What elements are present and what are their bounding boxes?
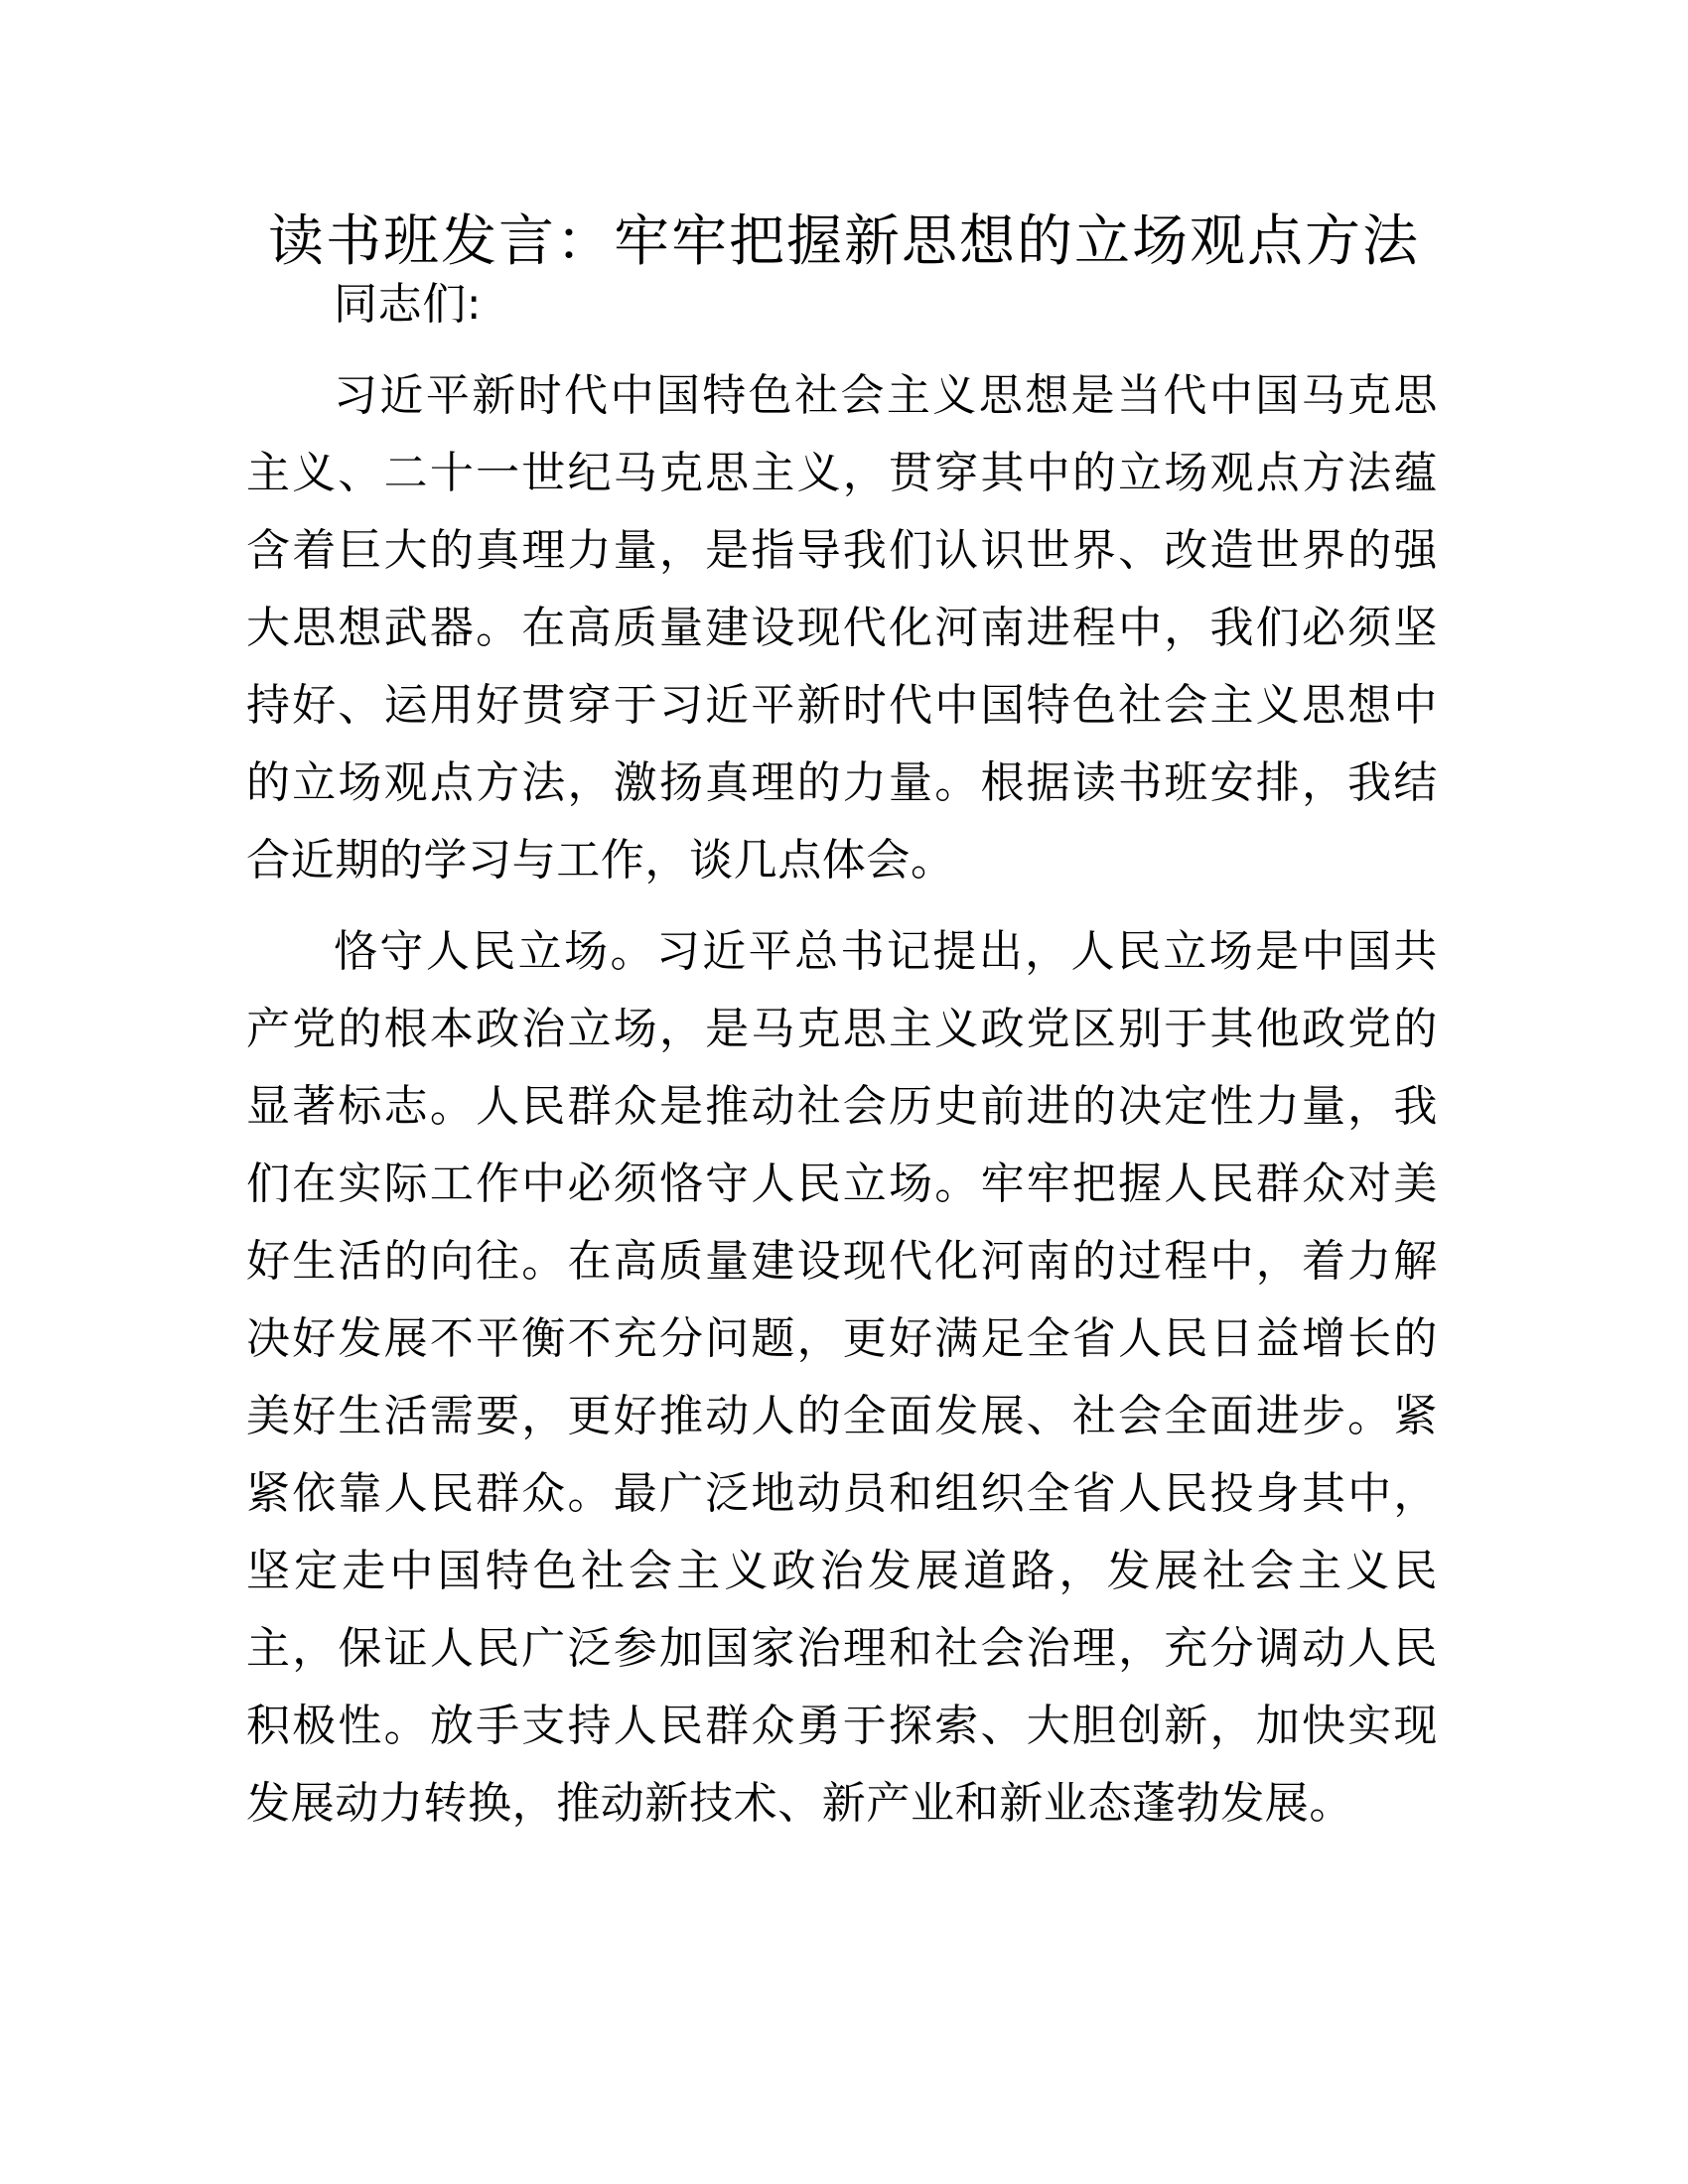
salutation: 同志们: [334,279,483,330]
document-title: 读书班发言：牢牢把握新思想的立场观点方法 [268,209,1420,274]
paragraph-people-stance: 恪守人民立场。习近平总书记提出，人民立场是中国共产党的根本政治立场，是马克思主义政党区别于其他政党的显著标志。人民群众是推动社会历史前进的决定性力量，我们在实际工作中必须恪守人民立场。牢牢把握人民群众对美好生活的向往。在高质量建设现代化河南的过程中，着力解决好发展不平衡不充分问题，更好满足全省人民日益增长的美好生活需要，更好推动人的全面发展、社会全面进步。紧紧依靠人民群众。最广泛地动员和组织全省人民投身其中，坚定走中国特色社会主义政治发展道路，发展社会主义民主，保证人民广泛参加国家治理和社会治理，充分调动人民积极性。放手支持人民群众勇于探索、大胆创新，加快实现发展动力转换，推动新技术、新产业和新业态蓬勃发展。 [246,926,1438,1829]
paragraph-intro: 习近平新时代中国特色社会主义思想是当代中国马克思主义、二十一世纪马克思主义，贯穿其中的立场观点方法蕴含着巨大的真理力量，是指导我们认识世界、改造世界的强大思想武器。在高质量建设现代化河南进程中，我们必须坚持好、运用好贯穿于习近平新时代中国特色社会主义思想中的立场观点方法，激扬真理的力量。根据读书班安排，我结合近期的学习与工作，谈几点体会。 [246,370,1438,886]
document-body [246,266,1438,1843]
